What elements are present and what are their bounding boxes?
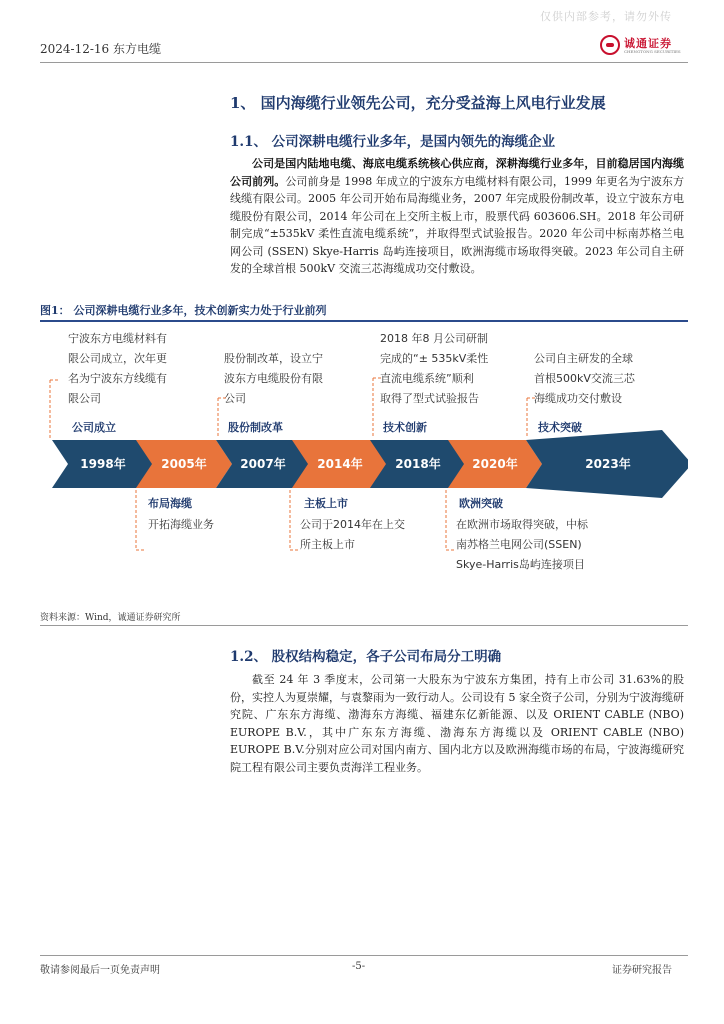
- watermark: 仅供内部参考，请勿外传: [540, 10, 672, 23]
- header-divider: [40, 62, 688, 63]
- timeline-top-desc-2023: 公司自主研发的全球 首根500kV交流三芯 海缆成功交付敷设: [534, 352, 635, 405]
- timeline-top-title-2007: 股份制改革: [228, 421, 283, 434]
- footer-divider: [40, 955, 688, 956]
- timeline-top-title-1998: 公司成立: [72, 421, 116, 434]
- timeline-bottom-desc-2014: 公司于2014年在上交 所主板上市: [300, 518, 405, 551]
- page-number: -5-: [352, 961, 366, 972]
- timeline-year-label: 2014年: [317, 457, 363, 471]
- section-1-2-title: 1.2、 股权结构稳定，各子公司布局分工明确: [230, 649, 502, 665]
- timeline-bottom-title-2005: 布局海缆: [148, 497, 192, 510]
- section-1-1-title: 1.1、 公司深耕电缆行业多年，是国内领先的海缆企业: [230, 134, 556, 150]
- timeline-bottom-desc-2020: 在欧洲市场取得突破，中标 南苏格兰电网公司(SSEN) Skye-Harris岛屿连接项目: [456, 518, 588, 571]
- timeline-year-label: 2005年: [161, 457, 207, 471]
- header-date-company: 2024-12-16 东方电缆: [40, 42, 162, 56]
- timeline-top-desc-2018: 2018 年8 月公司研制 完成的“± 535kV柔性 直流电缆系统”顺利 取得了型式试验报告: [380, 332, 489, 405]
- logo-icon: [600, 35, 620, 55]
- figure-bottom-rule: [40, 625, 688, 626]
- company-logo: [600, 33, 690, 57]
- logo-text: 诚通证券: [624, 37, 672, 50]
- timeline-bottom-title-2014: 主板上市: [304, 497, 348, 510]
- paragraph-lead: 公司是国内陆地电缆、海底电缆系统核心供应商，深耕海缆行业多年，目前稳居国内海缆公司前列。: [230, 157, 684, 188]
- timeline-year-label: 2023年: [585, 457, 631, 471]
- timeline-top-desc-2007: 股份制改革，设立宁 波东方电缆股份有限 公司: [224, 352, 323, 405]
- timeline-top-desc-1998: 宁波东方电缆材料有 限公司成立，次年更 名为宁波东方线缆有 限公司: [68, 332, 167, 405]
- footer-disclaimer: 敬请参阅最后一页免责声明: [40, 965, 160, 976]
- logo-subtext: CHENGTONG SECURITIES: [624, 49, 681, 54]
- timeline-bottom-title-2020: 欧洲突破: [459, 497, 503, 510]
- section-1-title: 1、 国内海缆行业领先公司，充分受益海上风电行业发展: [230, 94, 606, 112]
- paragraph-body: 公司前身是 1998 年成立的宁波东方电缆材料有限公司，1999 年更名为宁波东方线缆有限公司。2005 年公司开始布局海缆业务，2007 年完成股份制改革，设立宁波东方电缆股份有限公司，2014 年公司在上交所主板上市，股票代码 603606.SH。2018 年公司研制完成“±535kV 柔性直流电缆系统”，并取得型式试验报告。2020 年公司中标南苏格兰电网公司 (SSEN) Skye-Harris 岛屿连接项目，欧洲海缆市场取得突破。2023 年公司自主研发的全球首根 500kV 交流三芯海缆成功交付敷设。: [230, 174, 684, 275]
- section-1-1-paragraph: [230, 155, 684, 278]
- timeline-year-label: 2007年: [240, 457, 286, 471]
- timeline-top-title-2018: 技术创新: [383, 421, 427, 434]
- figure-source: 资料来源：Wind，诚通证券研究所: [40, 613, 181, 623]
- section-1-2-paragraph: 截至 24 年 3 季度末，公司第一大股东为宁波东方集团，持有上市公司 31.63%的股份，实控人为夏崇耀，与袁黎雨为一致行动人。公司设有 5 家全资子公司，分别为宁波海缆研究院、广东东方海缆、渤海东方海缆、福建东亿新能源、以及 ORIENT CABLE (NBO) EUROPE B.V.，其中广东东方海缆、渤海东方海缆以及 ORIENT CABLE (NBO) EUROPE B.V.分别对应公司对国内南方、国内北方以及欧洲海缆市场的布局，宁波海缆研究院工程有限公司主要负责海洋工程业务。: [230, 673, 684, 774]
- timeline-year-label: 2020年: [472, 457, 518, 471]
- figure-caption-rule: [40, 320, 688, 322]
- footer-report-type: 证券研究报告: [612, 965, 672, 976]
- timeline-top-title-2023: 技术突破: [538, 421, 582, 434]
- timeline-bottom-desc-2005: 开拓海缆业务: [148, 518, 214, 531]
- timeline-year-label: 1998年: [80, 457, 126, 471]
- timeline-year-label: 2018年: [395, 457, 441, 471]
- figure-caption: 图1： 公司深耕电缆行业多年，技术创新实力处于行业前列: [40, 304, 327, 317]
